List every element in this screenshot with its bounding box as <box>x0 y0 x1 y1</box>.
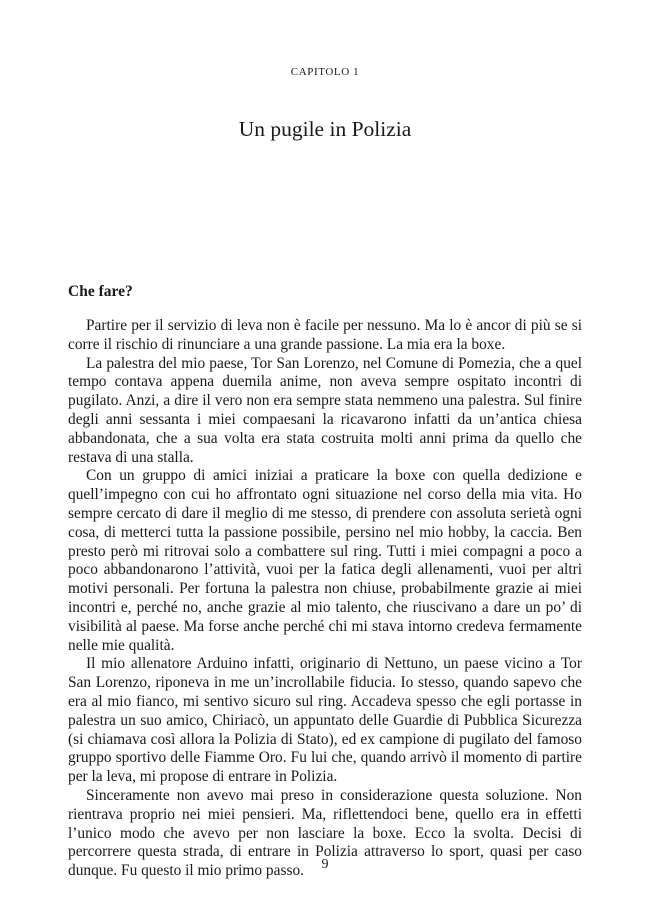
chapter-label: CAPITOLO 1 <box>290 66 360 78</box>
paragraph: La palestra del mio paese, Tor San Lorenzo, nel Comune di Pomezia, che a quel tempo contava appena duemila anime, non aveva sempre ospitato incontri di pugilato. Anzi, a dire il vero non era sempre stata nemmeno una palestra. Sul finire degli anni sessanta i miei compaesani la ricavarono infatti da un’antica chiesa abbandonata, che a sua volta era stata costruita molti anni prima da quello che restava di una stalla. <box>68 354 582 466</box>
page-number: 9 <box>321 857 329 872</box>
body-text <box>68 317 582 881</box>
paragraph: Con un gruppo di amici iniziai a praticare la boxe con quella dedizione e quell’impegno con cui ho affrontato ogni situazione nel corso della mia vita. Ho sempre cercato di dare il meglio di me stesso, di prendere con assoluta serietà ogni cosa, di metterci tutta la passione possibile, persino nel mio hobby, la caccia. Ben presto però mi ritrovai solo a combattere sul ring. Tutti i miei compagni a poco a poco abbandonarono l’attività, vuoi per la fatica degli allenamenti, vuoi per altri motivi personali. Per fortuna la palestra non chiuse, probabilmente grazie ai miei incontri e, perché no, anche grazie al mio talento, che riuscivano a dare un po’ di visibilità al paese. Ma forse anche perché chi mi stava intorno credeva fermamente nelle mie qualità. <box>68 467 582 654</box>
paragraph: Sinceramente non avevo mai preso in considerazione questa soluzione. Non rientrava proprio nei miei pensieri. Ma, riflettendoci bene, quello era in effetti l’unico modo che avevo per non lasciare la boxe. Ecco la svolta. Decisi di percorrere questa strada, di entrare in Polizia attraverso lo sport, quasi per caso dunque. Fu questo il mio primo passo. <box>68 786 582 880</box>
chapter-title: Un pugile in Polizia <box>238 117 412 141</box>
paragraph: Partire per il servizio di leva non è facile per nessuno. Ma lo è ancor di più se si corre il rischio di rinunciare a una grande passione. La mia era la boxe. <box>68 317 582 353</box>
section-heading: Che fare? <box>68 283 133 300</box>
paragraph: Il mio allenatore Arduino infatti, originario di Nettuno, un paese vicino a Tor San Lorenzo, riponeva in me un’incrollabile fiducia. Io stesso, quando sapevo che era al mio fianco, mi sentivo sicuro sul ring. Accadeva spesso che egli portasse in palestra un suo amico, Chiriacò, un appuntato delle Guardie di Pubblica Sicurezza (si chiamava così allora la Polizia di Stato), ed ex campione di pugilato del famoso gruppo sportivo delle Fiamme Oro. Fu lui che, quando arrivò il momento di partire per la leva, mi propose di entrare in Polizia. <box>68 655 582 786</box>
